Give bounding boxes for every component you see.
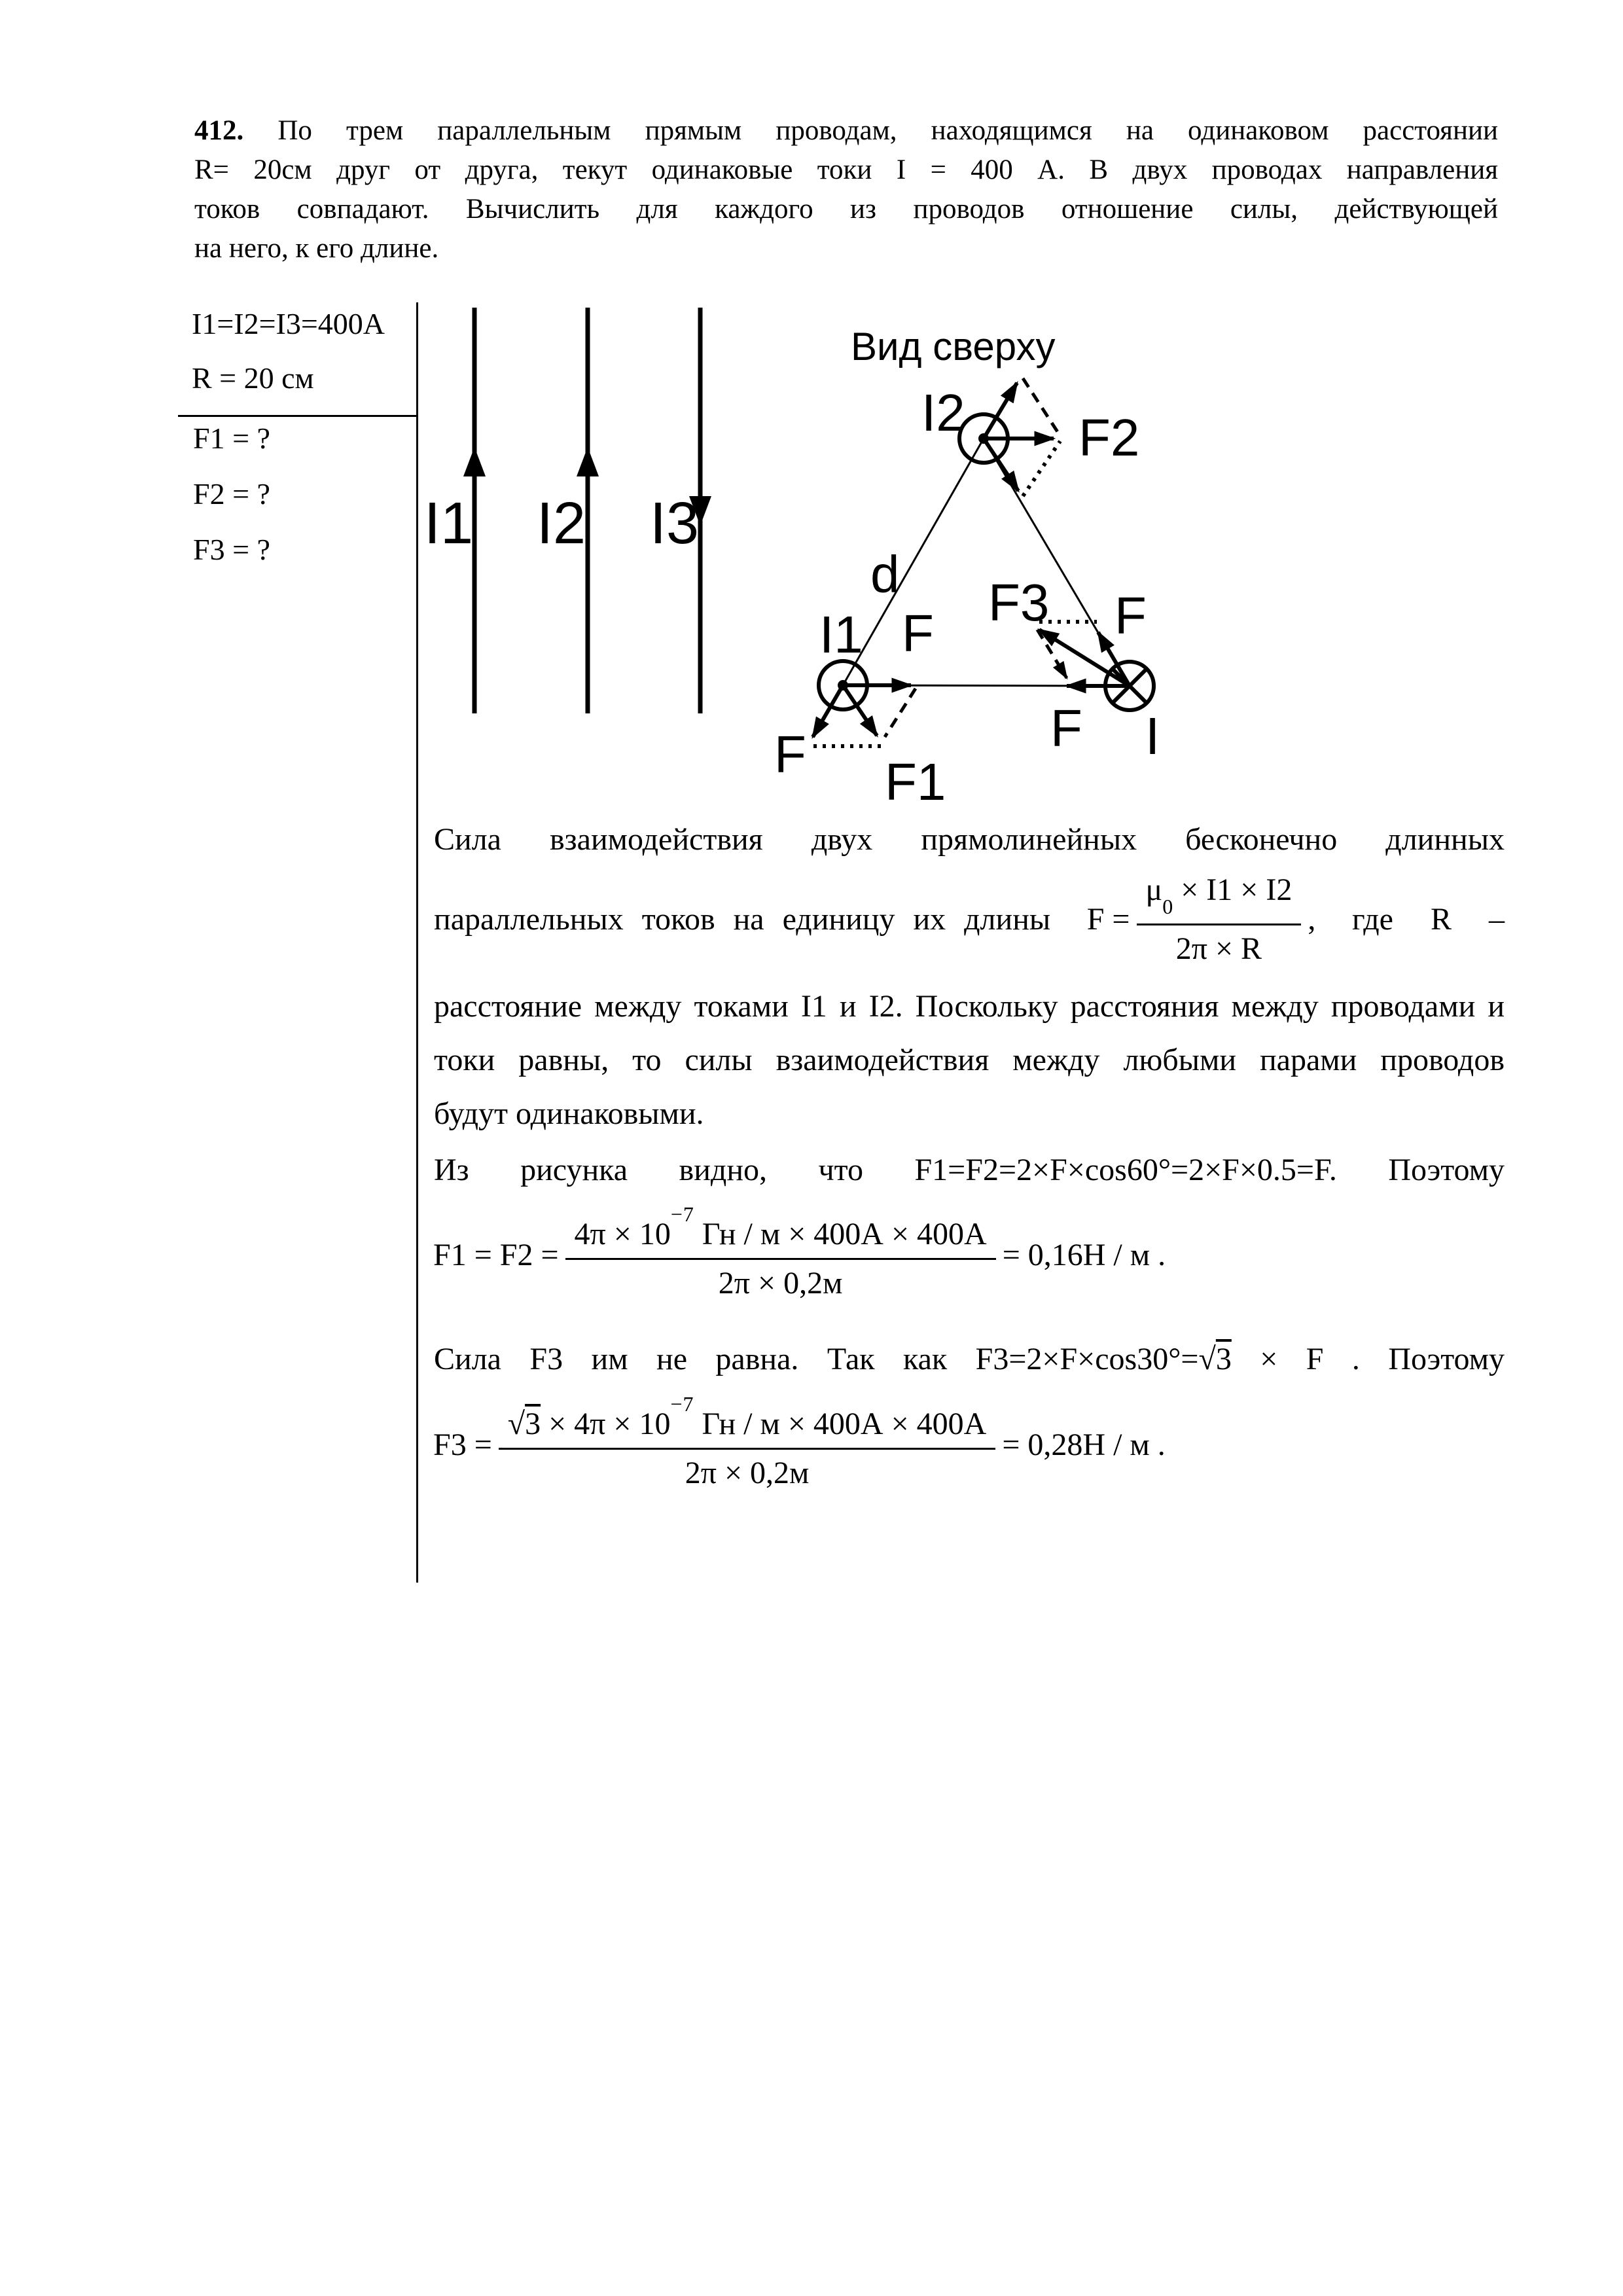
problem-line-1-text: По трем параллельным прямым проводам, находящимся на одинаковом расстоянии <box>277 115 1499 146</box>
i2-parallelogram-dotted <box>1023 441 1060 496</box>
topview-label-f2: F2 <box>1079 408 1140 467</box>
radical-symbol: √ <box>1198 1342 1216 1376</box>
wire-2-current-arrow-icon <box>577 447 599 476</box>
fraction-f1f2-denominator: 2π × 0,2м <box>718 1266 843 1300</box>
f1f2-num-base: 4π × 10 <box>574 1217 671 1251</box>
solution-line-f: Из рисунка видно, что F1=F2=2×F×cos60°=2×F×0.5=F. Поэтому <box>434 1153 1505 1187</box>
i3-force-label-up: F <box>1115 586 1147 645</box>
fraction-f3-numerator <box>499 1392 996 1450</box>
topview-label-i1: I1 <box>819 605 863 664</box>
i3-force-label-left: F <box>1050 699 1082 757</box>
i2-force-component-down <box>984 439 1018 491</box>
formula-f-comma: , <box>1308 902 1316 937</box>
f3-num-base: × 4π × 10 <box>548 1407 671 1441</box>
i3-resultant-label-f3: F3 <box>988 573 1050 632</box>
distance-label-d: d <box>870 545 900 603</box>
f3-radical-symbol: √ <box>507 1407 526 1441</box>
given-unknown-f3: F3 = ? <box>193 533 270 566</box>
fraction-f <box>1137 872 1302 967</box>
f3-num-units: Гн / м × 400А × 400А <box>702 1407 987 1441</box>
f3-radicand: 3 <box>525 1407 541 1441</box>
i1-force-label-right: F <box>902 604 934 662</box>
fraction-f3-denominator: 2π × 0,2м <box>685 1456 810 1490</box>
solution-line-e: будут одинаковыми. <box>434 1096 704 1131</box>
topview-label-i2: I2 <box>921 384 965 442</box>
solution-line-b-text: параллельных токов на единицу их длины <box>434 902 1051 937</box>
wire-i2-dot-icon <box>978 433 989 444</box>
f1f2-num-units: Гн / м × 400А × 400А <box>702 1217 987 1251</box>
i1-parallelogram-dashed <box>885 689 916 737</box>
problem-line-3: токов совпадают. Вычислить для каждого из проводов отношение силы, действующей <box>194 194 1498 224</box>
problem-line-1 <box>194 111 1498 151</box>
wire-label-i3: I3 <box>650 491 700 556</box>
f1f2-num-exponent: −7 <box>670 1202 694 1226</box>
f3-sqrt <box>508 1407 541 1441</box>
solution-line-b-tail: где R – <box>1351 902 1505 937</box>
topview-label-i: I <box>1145 707 1160 765</box>
radicand: 3 <box>1215 1342 1232 1376</box>
solution-line-h-t1: Сила F3 им не равна. Так как F3=2×F×cos30°= <box>434 1342 1199 1376</box>
solution-line-c: расстояние между токами I1 и I2. Поскольку расстояния между проводами и <box>434 989 1505 1024</box>
solution-line-d: токи равны, то силы взаимодействия между любыми парами проводов <box>434 1043 1505 1077</box>
fraction-f1f2-numerator <box>565 1202 996 1260</box>
i1-force-label-left: F <box>774 725 806 783</box>
formula-f3-result: = 0,28Н / м . <box>1002 1427 1166 1462</box>
i2-parallelogram-dashed <box>1023 378 1060 436</box>
fraction-f-num-rest: × I1 × I2 <box>1181 872 1293 908</box>
topview-title: Вид сверху <box>851 325 1056 368</box>
problem-statement <box>194 111 1498 268</box>
wire-label-i2: I2 <box>537 491 586 556</box>
wire-label-i1: I1 <box>424 491 474 556</box>
problem-line-2: R= 20см друг от друга, текут одинаковые токи I = 400 А. В двух проводах направления <box>194 154 1498 185</box>
fraction-f1f2 <box>565 1202 996 1302</box>
given-unknown-f2: F2 = ? <box>193 477 270 511</box>
formula-f-lhs: F = <box>1086 902 1130 937</box>
solution-line-h-t2: × F . Поэтому <box>1260 1342 1505 1376</box>
problem-number: 412. <box>194 115 244 146</box>
solution-line-b <box>434 872 1505 966</box>
problem-line-4: на него, к его длине. <box>194 233 439 264</box>
formula-f3-lhs: F3 = <box>433 1427 492 1462</box>
i1-force-component-downleft <box>813 685 843 737</box>
i1-resultant-label-f1: F1 <box>885 753 946 811</box>
solution-line-h <box>434 1340 1505 1379</box>
given-unknown-f1: F1 = ? <box>193 422 270 455</box>
formula-f1f2-lhs: F1 = F2 = <box>433 1237 559 1272</box>
mu-symbol: μ <box>1145 872 1163 908</box>
wire-i1-dot-icon <box>838 680 848 691</box>
wire-1-current-arrow-icon <box>463 447 486 476</box>
fraction-f-numerator <box>1137 872 1302 925</box>
f3-num-exponent: −7 <box>670 1392 694 1416</box>
formula-f1f2 <box>433 1202 1166 1302</box>
i2-force-component-up <box>984 383 1017 439</box>
fraction-f-denominator: 2π × R <box>1175 931 1262 966</box>
solution-line-a: Сила взаимодействия двух прямолинейных бесконечно длинных <box>434 822 1505 857</box>
given-distance: R = 20 см <box>192 361 314 395</box>
formula-f3 <box>433 1392 1166 1492</box>
fraction-f3 <box>499 1392 996 1492</box>
sqrt3-inline <box>1199 1342 1232 1376</box>
given-divider <box>178 415 418 417</box>
given-currents: I1=I2=I3=400A <box>192 307 385 340</box>
diagram <box>393 275 1571 838</box>
formula-f-unit-length <box>1087 872 1316 967</box>
mu-subscript: 0 <box>1162 894 1173 918</box>
formula-f1f2-result: = 0,16Н / м . <box>1002 1237 1166 1272</box>
